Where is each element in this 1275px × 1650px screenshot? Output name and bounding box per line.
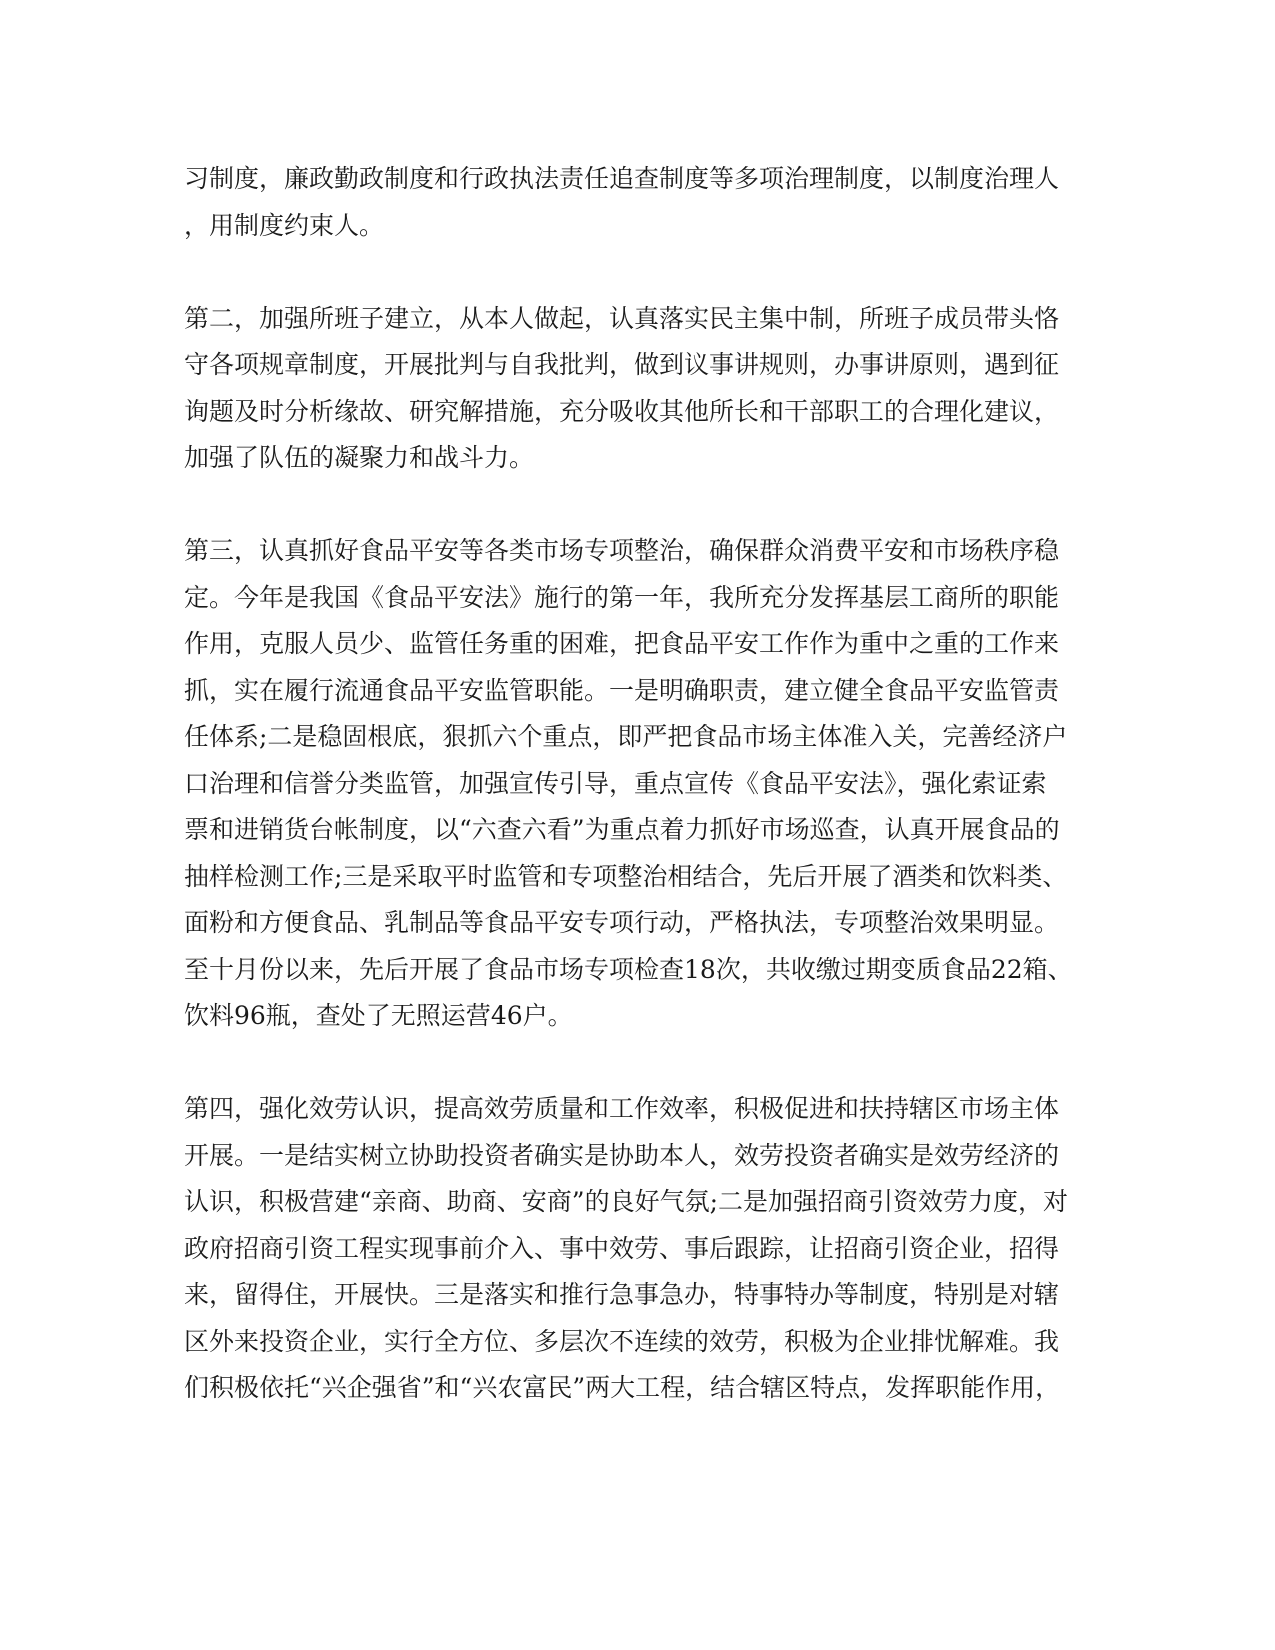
- text-line: 习制度，廉政勤政制度和行政执法责任追查制度等多项治理制度，以制度治理人: [184, 164, 1060, 193]
- text-line: 守各项规章制度，开展批判与自我批判，做到议事讲规则，办事讲原则，遇到征: [184, 350, 1060, 379]
- text-line: 作用，克服人员少、监管任务重的困难，把食品平安工作作为重中之重的工作来: [184, 629, 1060, 658]
- text-line: 至十月份以来，先后开展了食品市场专项检查18次，共收缴过期变质食品22箱、: [184, 954, 1073, 984]
- text-line: 任体系;二是稳固根底，狠抓六个重点，即严把食品市场主体准入关，完善经济户: [184, 722, 1068, 751]
- text-line: 加强了队伍的凝聚力和战斗力。: [184, 443, 535, 472]
- text-line: 面粉和方便食品、乳制品等食品平安专项行动，严格执法，专项整治效果明显。: [184, 908, 1060, 937]
- text-line: 询题及时分析缘故、研究解措施，充分吸收其他所长和干部职工的合理化建议，: [184, 396, 1060, 426]
- text-line: 定。今年是我国《食品平安法》施行的第一年，我所充分发挥基层工商所的职能: [184, 582, 1060, 612]
- text-line: 区外来投资企业，实行全方位、多层次不连续的效劳，积极为企业排忧解难。我: [184, 1326, 1060, 1356]
- paragraph-third: [184, 528, 1073, 1040]
- text-line: 们积极依托“兴企强省”和“兴农富民”两大工程，结合辖区特点，发挥职能作用，: [184, 1373, 1061, 1402]
- text-line: 政府招商引资工程实现事前介入、事中效劳、事后跟踪，让招商引资企业，招得: [184, 1233, 1060, 1263]
- text-line: 第二，加强所班子建立，从本人做起，认真落实民主集中制，所班子成员带头恪: [184, 303, 1060, 333]
- text-line: 抽样检测工作;三是采取平时监管和专项整治相结合，先后开展了酒类和饮料类、: [184, 861, 1068, 891]
- text-line: 第四，强化效劳认识，提高效劳质量和工作效率，积极促进和扶持辖区市场主体: [184, 1094, 1060, 1123]
- document-body: [184, 156, 1073, 1458]
- text-line: 口治理和信誉分类监管，加强宣传引导，重点宣传《食品平安法》，强化索证索: [184, 768, 1047, 798]
- text-line: 抓，实在履行流通食品平安监管职能。一是明确职责，建立健全食品平安监管责: [184, 675, 1060, 705]
- text-line: ，用制度约束人。: [184, 210, 385, 240]
- text-line: 认识，积极营建“亲商、助商、安商”的良好气氛;二是加强招商引资效劳力度，对: [184, 1187, 1068, 1216]
- text-line: 开展。一是结实树立协助投资者确实是协助本人，效劳投资者确实是效劳经济的: [184, 1140, 1060, 1170]
- paragraph-second: [184, 296, 1060, 482]
- text-line: 饮料96瓶，查处了无照运营46户。: [184, 1001, 573, 1030]
- text-line: 第三，认真抓好食品平安等各类市场专项整治，确保群众消费平安和市场秩序稳: [184, 536, 1060, 565]
- paragraph-continuation: [184, 156, 1060, 249]
- text-line: 来，留得住，开展快。三是落实和推行急事急办，特事特办等制度，特别是对辖: [184, 1280, 1060, 1309]
- text-line: 票和进销货台帐制度，以“六查六看”为重点着力抓好市场巡查，认真开展食品的: [184, 815, 1060, 844]
- paragraph-fourth: [184, 1086, 1068, 1412]
